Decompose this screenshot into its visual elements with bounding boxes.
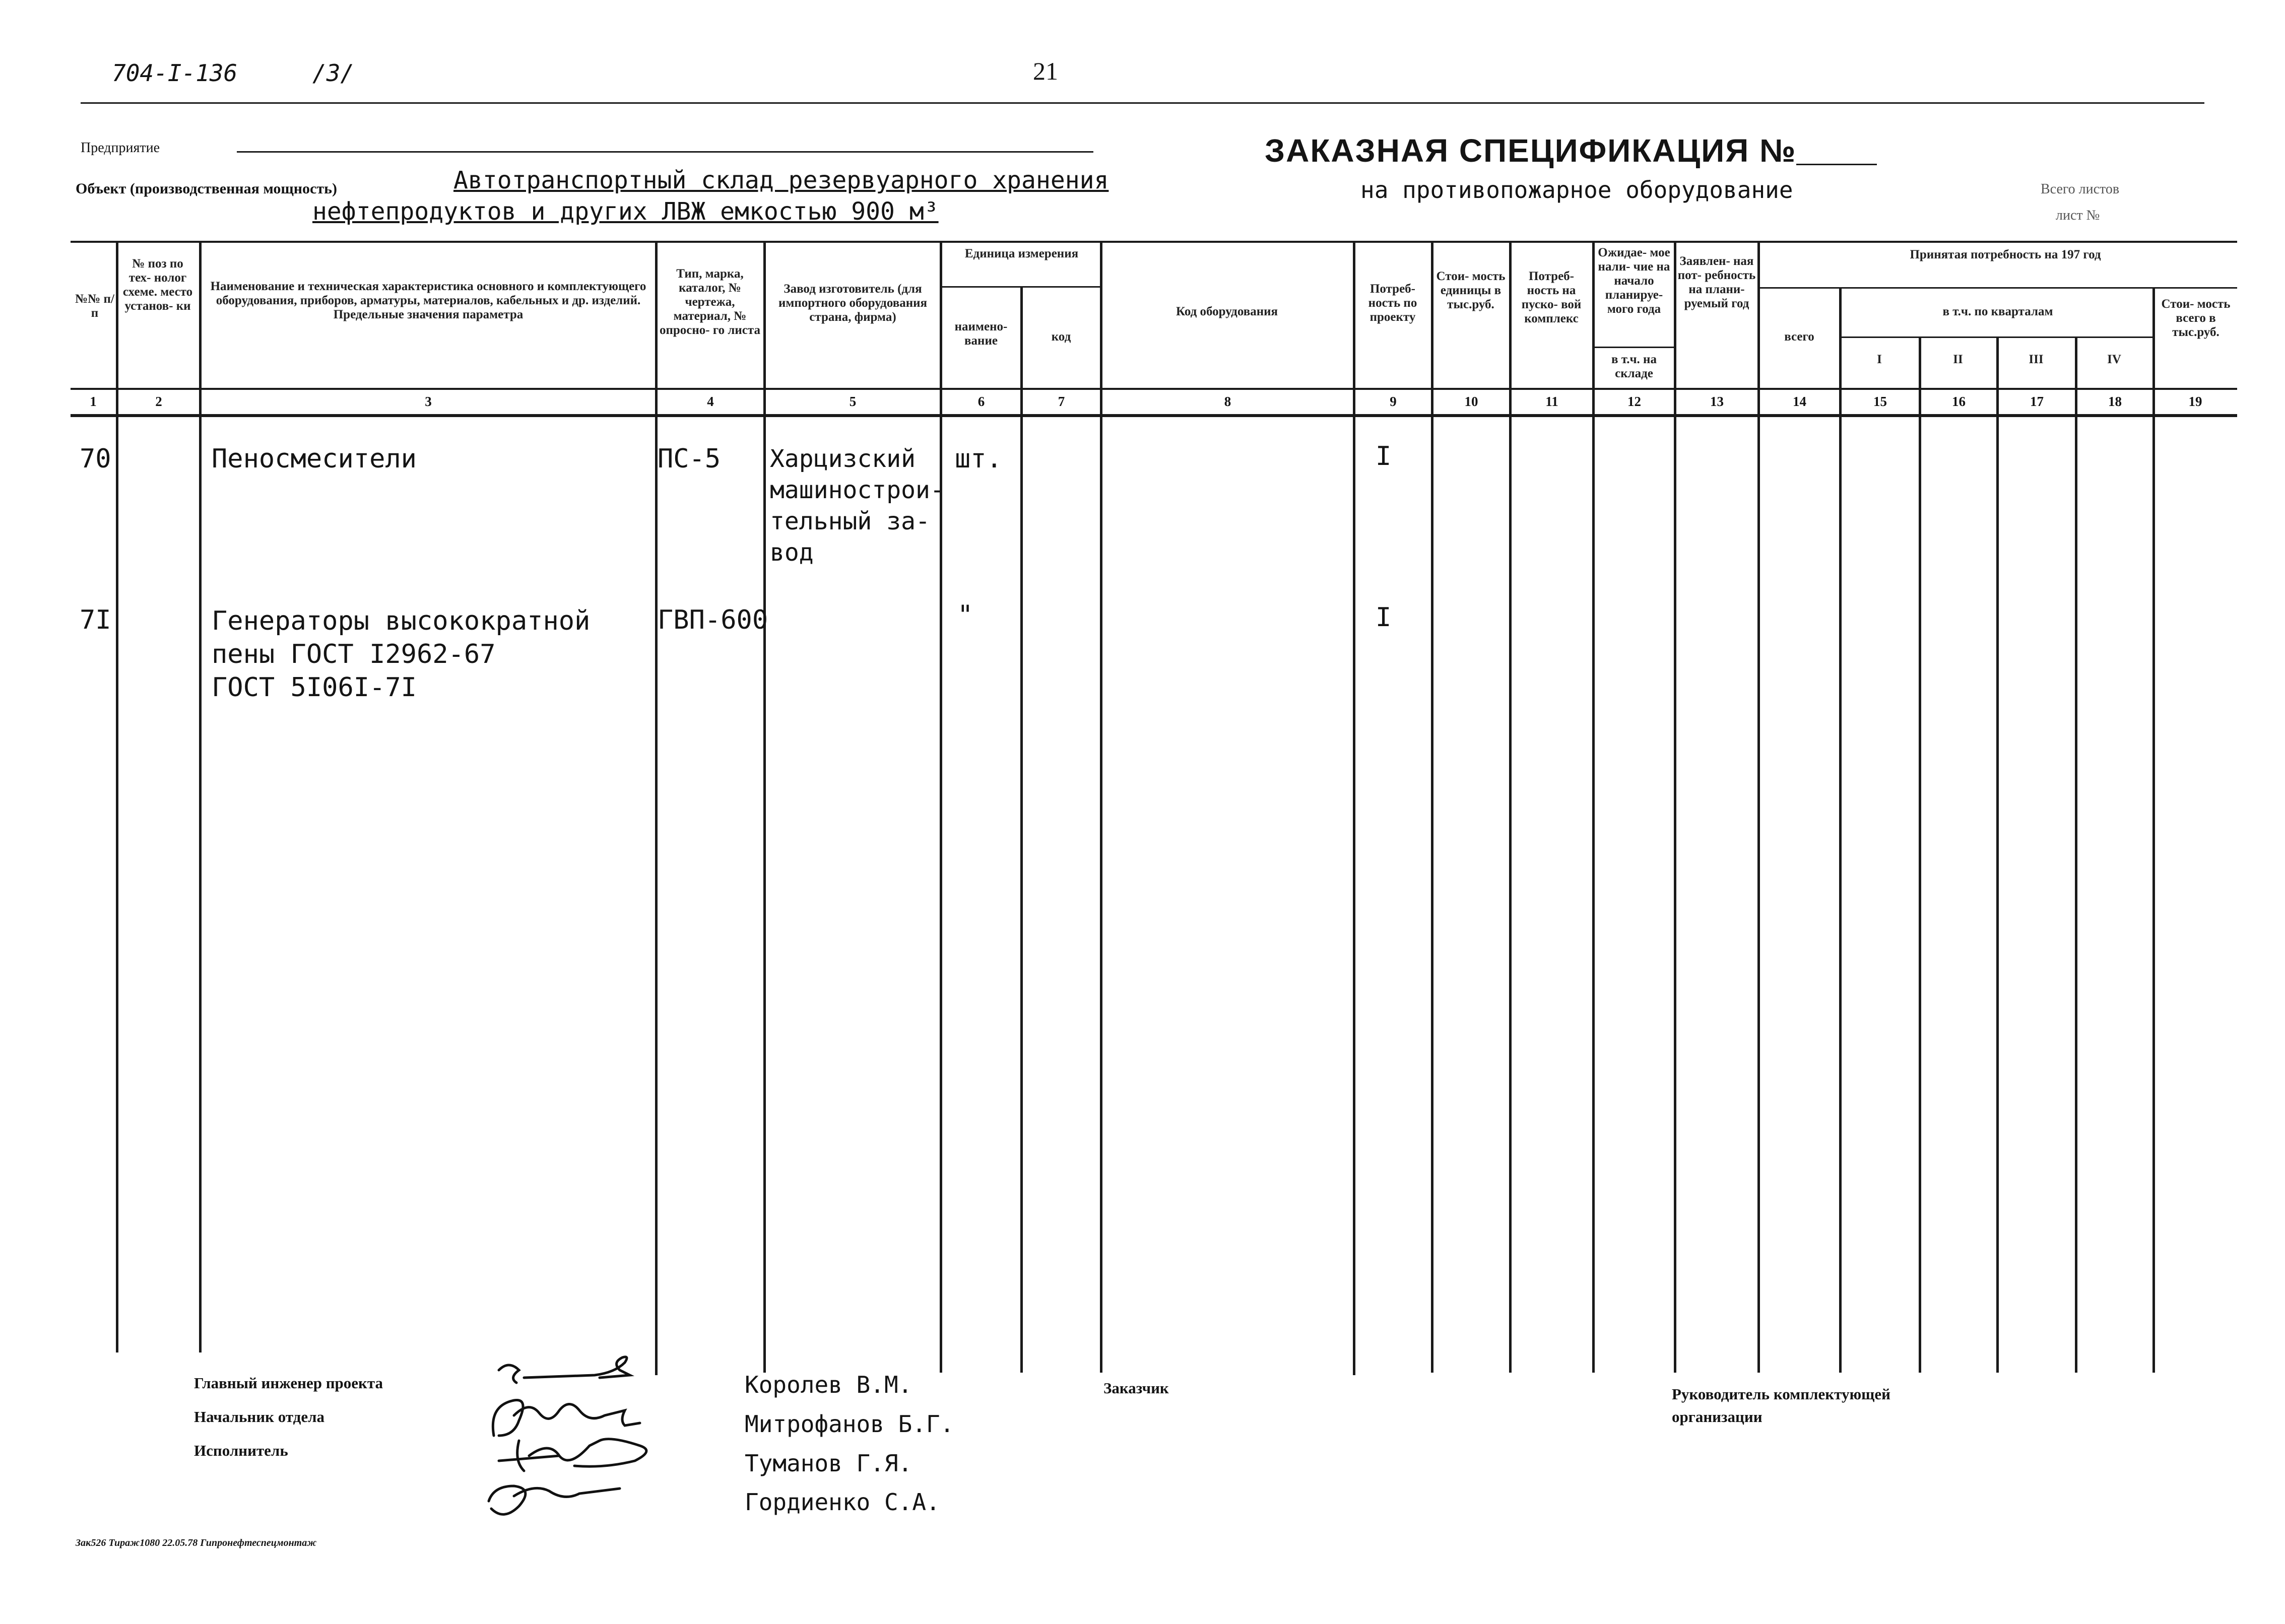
column-number: 15 [1873, 394, 1887, 409]
header-q4: IV [2107, 353, 2121, 366]
header-quarters-group: в т.ч. по кварталам [1942, 305, 2053, 318]
sheets-total-label: Всего листов [2041, 181, 2120, 197]
col-line-7 [1100, 242, 1102, 1373]
spec-title-text: ЗАКАЗНАЯ СПЕЦИФИКАЦИЯ № [1265, 132, 1797, 169]
sheet-mark: /3/ [312, 59, 355, 87]
col-line-8 [1353, 242, 1355, 1375]
spec-number-underline [1796, 164, 1877, 165]
enterprise-label: Предприятие [81, 140, 160, 156]
row-number: 7I [80, 605, 111, 635]
column-number: 17 [2030, 394, 2044, 409]
header-c12-top: Ожидае- мое нали- чие на начало планируе- мого года [1598, 246, 1670, 316]
item-name: Генераторы высокократной пены ГОСТ I2962-67 ГОСТ 5I06I-7I [212, 606, 591, 703]
object-label: Объект (производственная мощность) [76, 180, 337, 197]
col-line-3 [655, 242, 658, 1375]
item-name: Пеносмесители [212, 444, 417, 474]
table-top-rule [71, 241, 2237, 243]
signer-name-4: Гордиенко С.А. [745, 1488, 940, 1516]
chief-engineer-label: Главный инженер проекта [194, 1374, 383, 1392]
header-c7: код [1051, 330, 1071, 344]
enterprise-underline [237, 151, 1093, 153]
col-line-13 [1757, 242, 1760, 1373]
header-c14: всего [1784, 330, 1814, 344]
department-head-label: Начальник отдела [194, 1408, 324, 1426]
c12-split-rule [1594, 347, 1674, 348]
executor-label: Исполнитель [194, 1442, 288, 1459]
header-c3: Наименование и техническая характеристика основного и комплектующего оборудования, приборов, арматуры, материалов, кабельных и др. изделий. Предельные значения параметра [210, 280, 646, 321]
item-need: I [1376, 602, 1392, 633]
col-line-10 [1509, 242, 1512, 1373]
signer-name-1: Королев В.М. [745, 1371, 912, 1398]
item-type: ГВП-600 [658, 605, 768, 635]
col-line-17 [2075, 337, 2077, 1373]
col-line-14 [1839, 287, 1842, 1373]
header-c8: Код оборудования [1176, 305, 1278, 318]
object-line-1: Автотранспортный склад резервуарного хранения [453, 166, 1109, 194]
supplier-label-2: организации [1672, 1408, 1762, 1426]
header-c1: №№ п/п [75, 292, 114, 320]
signer-name-2: Митрофанов Б.Г. [745, 1410, 954, 1438]
need-group-rule [1759, 287, 2237, 289]
col-line-12 [1674, 242, 1676, 1373]
col-line-18 [2152, 287, 2155, 1373]
row-number: 70 [80, 444, 111, 474]
col-line-15 [1919, 337, 1921, 1373]
header-q1: I [1877, 353, 1882, 366]
column-number: 19 [2188, 394, 2202, 409]
signer-name-3: Туманов Г.Я. [745, 1450, 912, 1477]
item-manufacturer: Харцизский машинострои- тельный за- вод [770, 445, 945, 567]
col-line-16 [1996, 337, 1999, 1373]
customer-label: Заказчик [1103, 1379, 1169, 1397]
spec-title [1265, 132, 1796, 169]
column-number: 4 [707, 394, 714, 409]
print-footer-note: Зак526 Тираж1080 22.05.78 Гипронефтеспецмонтаж [76, 1537, 317, 1548]
handwritten-signatures [484, 1355, 736, 1521]
column-number: 1 [90, 394, 97, 409]
column-number: 2 [155, 394, 162, 409]
col-line-9 [1431, 242, 1433, 1373]
document-code: 704-I-136 [112, 59, 238, 87]
header-c5: Завод изготовитель (для импортного оборудования страна, фирма) [778, 282, 928, 324]
column-number: 10 [1464, 394, 1478, 409]
header-c9: Потреб- ность по проекту [1368, 282, 1417, 324]
column-number: 11 [1545, 394, 1558, 409]
header-c6: наимено- вание [954, 320, 1008, 348]
item-unit: " [957, 600, 973, 630]
column-number: 6 [977, 394, 985, 409]
column-number: 16 [1952, 394, 1966, 409]
column-number: 9 [1390, 394, 1397, 409]
column-number: 12 [1627, 394, 1641, 409]
header-c13: Заявлен- ная пот- ребность на плани- руемый год [1677, 254, 1756, 310]
item-unit: шт. [955, 444, 1002, 474]
header-c4: Тип, марка, каталог, № чертежа, материал, № опросно- го листа [660, 267, 760, 337]
header-need-group: Принятая потребность на 197 год [1910, 248, 2101, 261]
col-line-4 [763, 242, 766, 1373]
header-c2: № поз по тех- нолог схеме. место установ- ки [122, 257, 193, 313]
object-line-2: нефтепродуктов и других ЛВЖ емкостью 900 м³ [312, 197, 939, 226]
sheet-number-label: лист № [2056, 208, 2100, 223]
column-number: 5 [849, 394, 857, 409]
header-c12-bottom: в т.ч. на складе [1611, 353, 1657, 380]
header-q2: II [1953, 353, 1963, 366]
page-number: 21 [1033, 57, 1058, 85]
column-number: 18 [2108, 394, 2122, 409]
col-line-11 [1592, 242, 1595, 1373]
column-number: 14 [1793, 394, 1806, 409]
item-type: ПС-5 [658, 444, 721, 474]
spec-subtitle: на противопожарное оборудование [1360, 176, 1793, 204]
item-need: I [1376, 441, 1392, 471]
header-c11: Потреб- ность на пуско- вой комплекс [1521, 269, 1582, 325]
column-number: 8 [1224, 394, 1231, 409]
header-q3: III [2029, 353, 2044, 366]
supplier-label-1: Руководитель комплектующей [1672, 1385, 1890, 1403]
header-unit-group: Единица измерения [964, 247, 1079, 260]
column-number: 7 [1058, 394, 1065, 409]
col-line-6 [1020, 287, 1023, 1373]
header-c10: Стои- мость единицы в тыс.руб. [1436, 269, 1506, 311]
column-number: 13 [1710, 394, 1724, 409]
top-rule [81, 102, 2204, 104]
column-number: 3 [425, 394, 432, 409]
header-bottom-rule [71, 388, 2237, 390]
header-c19: Стои- мость всего в тыс.руб. [2161, 297, 2231, 339]
col-line-5 [940, 242, 942, 1373]
column-number-rule [71, 414, 2237, 417]
